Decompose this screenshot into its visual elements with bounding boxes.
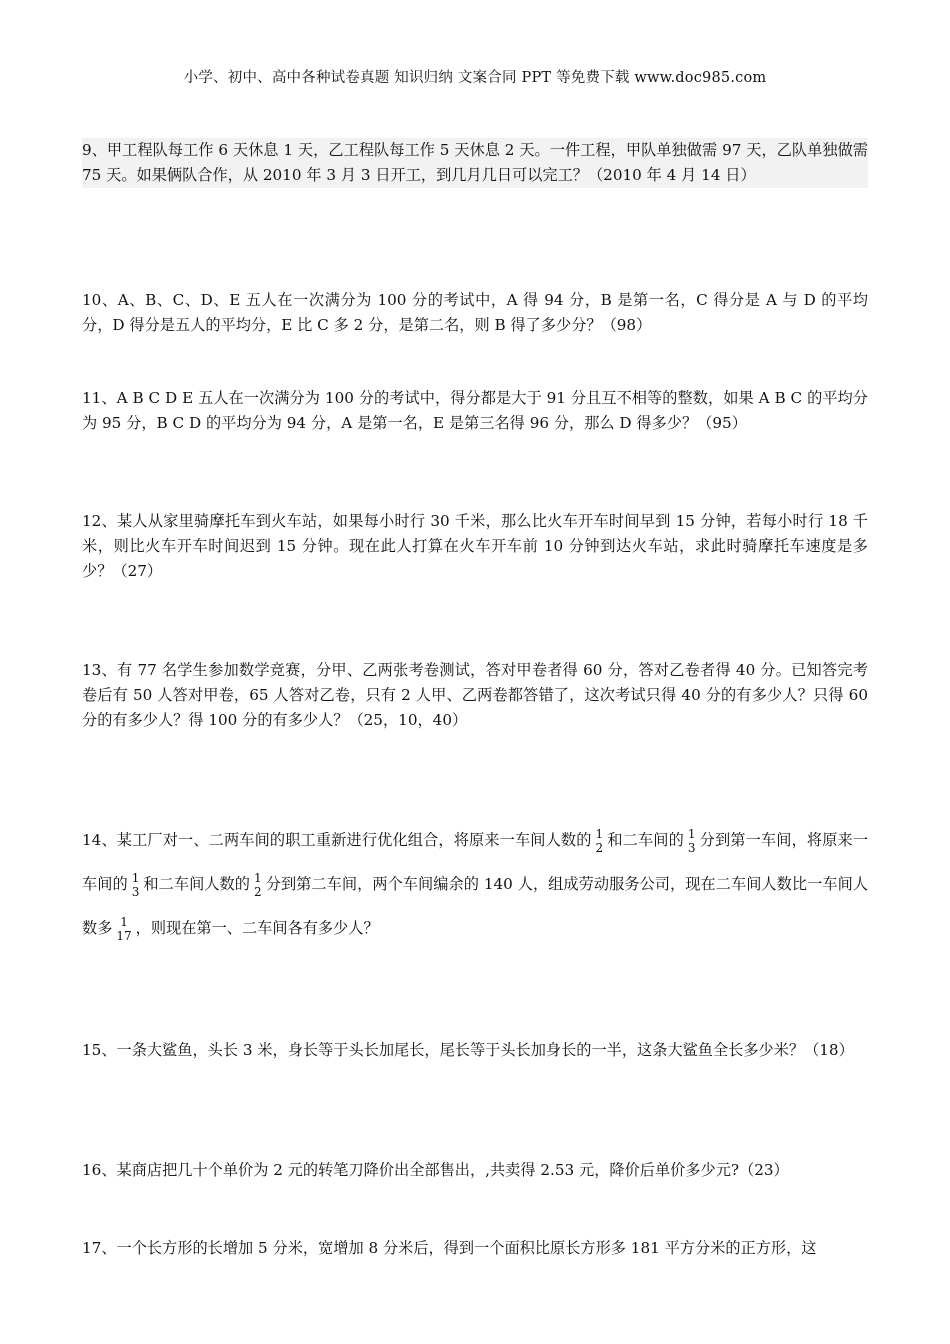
fraction-numerator: 1 [595,827,604,841]
question-13: 13、有 77 名学生参加数学竞赛，分甲、乙两张考卷测试，答对甲卷者得 60 分，答对乙卷者得 40 分。已知答完考卷后有 50 人答对甲卷，65 人答对乙卷，只有 2 人甲、乙两卷都答错了，这次考试只得 40 分的有多少人？只得 60 分的有多少人？得 100 分的有多少人？（25，10，40） [82,661,868,729]
fraction-one-third [686,827,698,855]
fraction-denominator: 17 [116,929,132,943]
fraction-one-half [252,871,264,899]
question-14 [82,818,868,950]
fraction-numerator: 1 [687,827,696,841]
fraction-one-third [130,871,142,899]
question-14-text-4: 和二车间人数的 [143,875,251,893]
question-14-text-1: 14、某工厂对一、二两车间的职工重新进行优化组合，将原来一车间人数的 [82,831,592,849]
question-14-text-5: 分到第二车间，两个车间编余的 140 人，组成劳动服务公司，现在二车间人数比一车间人数多 [82,875,869,937]
page-header: 小学、初中、高中各种试卷真题 知识归纳 文案合同 PPT 等免费下载 www.doc985.com [183,70,767,86]
question-12: 12、某人从家里骑摩托车到火车站，如果每小时行 30 千米，那么比火车开车时间早到 15 分钟，若每小时行 18 千米，则比火车开车时间迟到 15 分钟。现在此人打算在火车开车前 10 分钟到达火车站，求此时骑摩托车速度是多少？（27） [82,512,868,580]
question-14-text-3: 分到第一车间，将原来一车间的 [82,831,869,893]
fraction-denominator: 3 [131,885,140,899]
question-10: 10、A、B、C、D、E 五人在一次满分为 100 分的考试中，A 得 94 分，B 是第一名，C 得分是 A 与 D 的平均分，D 得分是五人的平均分，E 比 C 多 2 分，是第二名，则 B 得了多少分？（98） [82,291,868,334]
question-15: 15、一条大鲨鱼，头长 3 米，身长等于头长加尾长，尾长等于头长加身长的一半，这条大鲨鱼全长多少米？（18） [82,1041,854,1059]
question-16: 16、某商店把几十个单价为 2 元的转笔刀降价出全部售出，,共卖得 2.53 元，降价后单价多少元?（23） [82,1161,789,1179]
fraction-denominator: 2 [595,841,604,855]
fraction-one-half [594,827,606,855]
fraction-numerator: 1 [254,871,262,885]
fraction-numerator: 1 [120,915,128,929]
fraction-one-seventeenth [114,915,133,943]
fraction-numerator: 1 [131,871,140,885]
question-14-text-6: ，则现在第一、二车间各有多少人？ [135,919,379,937]
question-11: 11、A B C D E 五人在一次满分为 100 分的考试中，得分都是大于 91 分且互不相等的整数，如果 A B C 的平均分为 95 分，B C D 的平均分为 94 分，A 是第一名，E 是第三名得 96 分，那么 D 得多少？（95） [82,389,868,432]
question-17: 17、一个长方形的长增加 5 分米，宽增加 8 分米后，得到一个面积比原长方形多 181 平方分米的正方形，这 [82,1239,817,1257]
fraction-denominator: 3 [687,841,696,855]
question-14-text-2: 和二车间的 [607,831,684,849]
question-9: 9、甲工程队每工作 6 天休息 1 天，乙工程队每工作 5 天休息 2 天。一件工程，甲队单独做需 97 天，乙队单独做需 75 天。如果俩队合作，从 2010 年 3 月 3 日开工，到几月几日可以完工？（2010 年 4 月 14 日） [82,138,868,188]
fraction-denominator: 2 [254,885,262,899]
